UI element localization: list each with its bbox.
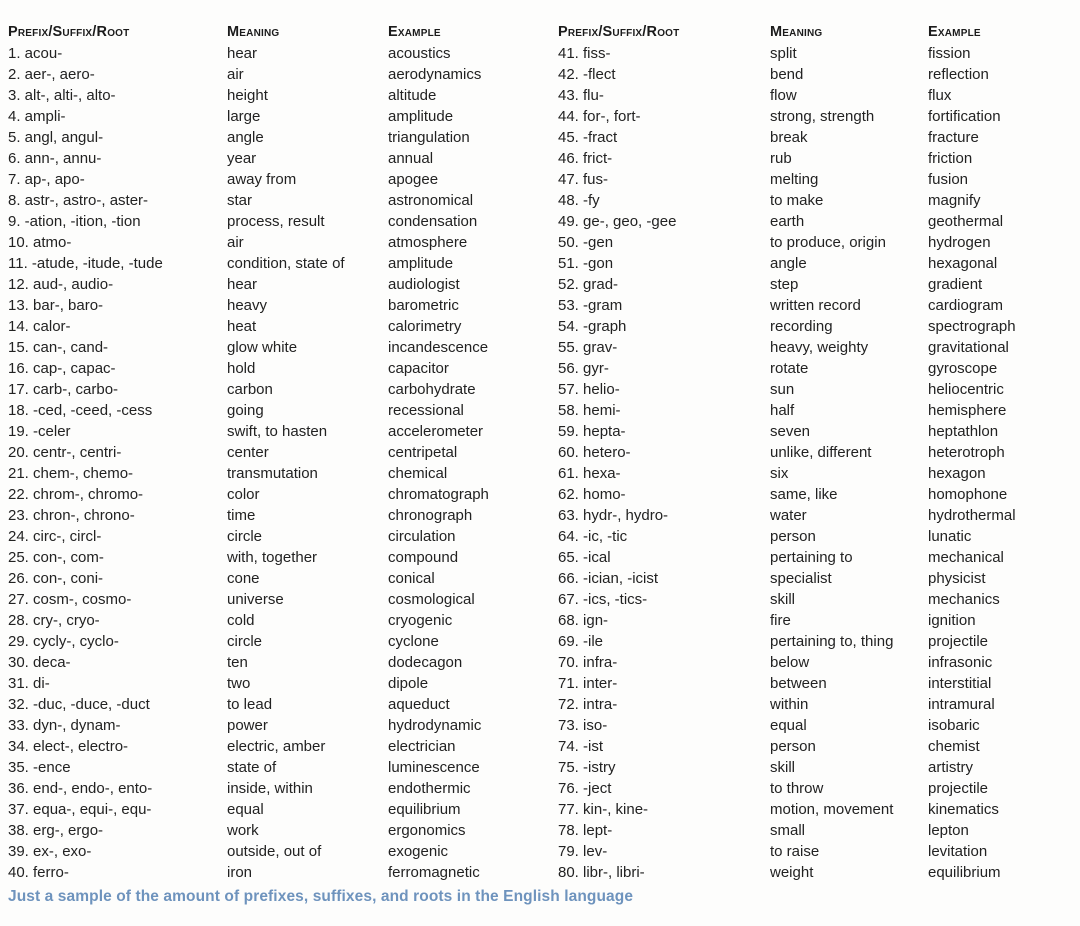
example-cell: chemical	[388, 465, 448, 482]
root-cell: 33. dyn-, dynam-	[8, 717, 121, 734]
example-cell: lunatic	[928, 528, 972, 545]
example-cell: gravitational	[928, 339, 1009, 356]
example-cell: magnify	[928, 192, 981, 209]
example-cell: hemisphere	[928, 402, 1007, 419]
meaning-cell: heavy, weighty	[770, 339, 869, 356]
meaning-cell: to lead	[227, 696, 273, 713]
example-cell: acoustics	[388, 45, 451, 62]
meaning-cell: going	[227, 402, 264, 419]
meaning-cell: flow	[770, 87, 797, 104]
root-cell: 71. inter-	[558, 675, 618, 692]
meaning-cell: hear	[227, 276, 258, 293]
meaning-cell: swift, to hasten	[227, 423, 328, 440]
meaning-cell: recording	[770, 318, 833, 335]
example-cell: astronomical	[388, 192, 474, 209]
example-cell: homophone	[928, 486, 1008, 503]
example-cell: chemist	[928, 738, 980, 755]
root-cell: 75. -istry	[558, 759, 616, 776]
meaning-cell: skill	[770, 591, 795, 608]
meaning-cell: carbon	[227, 381, 273, 398]
example-cell: recessional	[388, 402, 464, 419]
example-cell: mechanical	[928, 549, 1004, 566]
root-cell: 20. centr-, centri-	[8, 444, 122, 461]
example-cell: incandescence	[388, 339, 489, 356]
meaning-cell: to make	[770, 192, 824, 209]
meaning-cell: heat	[227, 318, 257, 335]
example-cell: cryogenic	[388, 612, 453, 629]
example-cell: mechanics	[928, 591, 1000, 608]
root-cell: 64. -ic, -tic	[558, 528, 628, 545]
meaning-cell: color	[227, 486, 260, 503]
example-cell: projectile	[928, 780, 989, 797]
root-cell: 76. -ject	[558, 780, 612, 797]
meaning-cell: water	[770, 507, 807, 524]
root-cell: 51. -gon	[558, 255, 614, 272]
example-cell: hexagon	[928, 465, 986, 482]
root-cell: 40. ferro-	[8, 864, 69, 881]
meaning-cell: cold	[227, 612, 255, 629]
root-cell: 41. fiss-	[558, 45, 611, 62]
meaning-cell: to produce, origin	[770, 234, 886, 251]
meaning-cell: air	[227, 234, 244, 251]
meaning-cell: earth	[770, 213, 805, 230]
root-cell: 70. infra-	[558, 654, 618, 671]
meaning-cell: outside, out of	[227, 843, 322, 860]
meaning-cell: motion, movement	[770, 801, 894, 818]
root-cell: 19. -celer	[8, 423, 71, 440]
root-cell: 28. cry-, cryo-	[8, 612, 100, 629]
root-cell: 60. hetero-	[558, 444, 631, 461]
root-cell: 6. ann-, annu-	[8, 150, 102, 167]
column-header-root: Prefix/Suffix/Root	[8, 24, 130, 40]
example-cell: infrasonic	[928, 654, 993, 671]
example-cell: equilibrium	[928, 864, 1001, 881]
root-cell: 36. end-, endo-, ento-	[8, 780, 153, 797]
root-cell: 25. con-, com-	[8, 549, 104, 566]
root-cell: 45. -fract	[558, 129, 618, 146]
example-cell: hydrothermal	[928, 507, 1016, 524]
meaning-cell: power	[227, 717, 268, 734]
root-cell: 59. hepta-	[558, 423, 626, 440]
root-cell: 57. helio-	[558, 381, 620, 398]
example-cell: apogee	[388, 171, 439, 188]
meaning-cell: inside, within	[227, 780, 313, 797]
example-cell: electrician	[388, 738, 456, 755]
example-cell: accelerometer	[388, 423, 484, 440]
meaning-cell: year	[227, 150, 257, 167]
affix-table-left-grid	[8, 22, 543, 883]
example-cell: hexagonal	[928, 255, 998, 272]
meaning-cell: unlike, different	[770, 444, 872, 461]
example-cell: audiologist	[388, 276, 460, 293]
example-cell: barometric	[388, 297, 459, 314]
root-cell: 47. fus-	[558, 171, 609, 188]
example-cell: triangulation	[388, 129, 470, 146]
meaning-cell: seven	[770, 423, 811, 440]
example-cell: physicist	[928, 570, 986, 587]
root-cell: 74. -ist	[558, 738, 604, 755]
example-cell: equilibrium	[388, 801, 461, 818]
column-header-meaning: Meaning	[770, 24, 823, 40]
root-cell: 39. ex-, exo-	[8, 843, 92, 860]
root-cell: 44. for-, fort-	[558, 108, 641, 125]
meaning-cell: with, together	[227, 549, 318, 566]
root-cell: 63. hydr-, hydro-	[558, 507, 669, 524]
root-cell: 13. bar-, baro-	[8, 297, 104, 314]
example-cell: heterotroph	[928, 444, 1005, 461]
meaning-cell: same, like	[770, 486, 838, 503]
root-cell: 62. homo-	[558, 486, 626, 503]
root-cell: 55. grav-	[558, 339, 618, 356]
example-cell: fission	[928, 45, 971, 62]
meaning-cell: center	[227, 444, 269, 461]
meaning-cell: electric, amber	[227, 738, 326, 755]
example-cell: luminescence	[388, 759, 480, 776]
example-cell: capacitor	[388, 360, 449, 377]
example-cell: heptathlon	[928, 423, 999, 440]
root-cell: 38. erg-, ergo-	[8, 822, 104, 839]
meaning-cell: written record	[770, 297, 861, 314]
root-cell: 24. circ-, circl-	[8, 528, 102, 545]
meaning-cell: melting	[770, 171, 819, 188]
root-cell: 34. elect-, electro-	[8, 738, 129, 755]
affix-table-right	[558, 22, 1078, 883]
root-cell: 69. -ile	[558, 633, 604, 650]
example-cell: conical	[388, 570, 435, 587]
example-cell: intramural	[928, 696, 995, 713]
example-cell: projectile	[928, 633, 989, 650]
root-cell: 48. -fy	[558, 192, 600, 209]
root-cell: 18. -ced, -ceed, -cess	[8, 402, 153, 419]
example-cell: gyroscope	[928, 360, 998, 377]
root-cell: 53. -gram	[558, 297, 623, 314]
meaning-cell: transmutation	[227, 465, 318, 482]
example-cell: friction	[928, 150, 973, 167]
example-cell: reflection	[928, 66, 989, 83]
root-cell: 17. carb-, carbo-	[8, 381, 119, 398]
meaning-cell: time	[227, 507, 256, 524]
meaning-cell: away from	[227, 171, 297, 188]
root-cell: 79. lev-	[558, 843, 608, 860]
meaning-cell: process, result	[227, 213, 325, 230]
example-cell: chromatograph	[388, 486, 489, 503]
example-cell: artistry	[928, 759, 973, 776]
root-cell: 4. ampli-	[8, 108, 66, 125]
example-cell: compound	[388, 549, 459, 566]
root-cell: 7. ap-, apo-	[8, 171, 85, 188]
example-cell: calorimetry	[388, 318, 462, 335]
root-cell: 26. con-, coni-	[8, 570, 104, 587]
example-cell: chronograph	[388, 507, 473, 524]
meaning-cell: cone	[227, 570, 260, 587]
meaning-cell: state of	[227, 759, 277, 776]
root-cell: 31. di-	[8, 675, 50, 692]
root-cell: 11. -atude, -itude, -tude	[8, 255, 163, 272]
root-cell: 78. lept-	[558, 822, 613, 839]
meaning-cell: circle	[227, 633, 263, 650]
root-cell: 49. ge-, geo, -gee	[558, 213, 677, 230]
example-cell: ferromagnetic	[388, 864, 480, 881]
affix-table-right-grid	[558, 22, 1078, 883]
meaning-cell: hear	[227, 45, 258, 62]
column-header-example: Example	[388, 24, 441, 40]
example-cell: dodecagon	[388, 654, 463, 671]
meaning-cell: iron	[227, 864, 253, 881]
meaning-cell: small	[770, 822, 806, 839]
meaning-cell: specialist	[770, 570, 832, 587]
root-cell: 56. gyr-	[558, 360, 609, 377]
root-cell: 73. iso-	[558, 717, 608, 734]
example-cell: cosmological	[388, 591, 475, 608]
root-cell: 67. -ics, -tics-	[558, 591, 648, 608]
meaning-cell: between	[770, 675, 827, 692]
example-cell: spectrograph	[928, 318, 1016, 335]
root-cell: 22. chrom-, chromo-	[8, 486, 144, 503]
meaning-cell: sun	[770, 381, 795, 398]
root-cell: 50. -gen	[558, 234, 614, 251]
example-cell: condensation	[388, 213, 478, 230]
meaning-cell: fire	[770, 612, 791, 629]
example-cell: gradient	[928, 276, 983, 293]
meaning-cell: six	[770, 465, 789, 482]
example-cell: carbohydrate	[388, 381, 476, 398]
root-cell: 58. hemi-	[558, 402, 621, 419]
root-cell: 72. intra-	[558, 696, 618, 713]
root-cell: 8. astr-, astro-, aster-	[8, 192, 149, 209]
meaning-cell: ten	[227, 654, 248, 671]
meaning-cell: split	[770, 45, 797, 62]
root-cell: 52. grad-	[558, 276, 619, 293]
root-cell: 3. alt-, alti-, alto-	[8, 87, 116, 104]
example-cell: fracture	[928, 129, 979, 146]
example-cell: aerodynamics	[388, 66, 482, 83]
root-cell: 68. ign-	[558, 612, 609, 629]
meaning-cell: universe	[227, 591, 284, 608]
example-cell: lepton	[928, 822, 969, 839]
example-cell: atmosphere	[388, 234, 468, 251]
root-cell: 2. aer-, aero-	[8, 66, 95, 83]
root-cell: 21. chem-, chemo-	[8, 465, 134, 482]
meaning-cell: heavy	[227, 297, 268, 314]
meaning-cell: pertaining to, thing	[770, 633, 894, 650]
meaning-cell: bend	[770, 66, 804, 83]
meaning-cell: circle	[227, 528, 263, 545]
meaning-cell: person	[770, 738, 816, 755]
root-cell: 30. deca-	[8, 654, 71, 671]
meaning-cell: glow white	[227, 339, 298, 356]
example-cell: isobaric	[928, 717, 980, 734]
meaning-cell: below	[770, 654, 810, 671]
root-cell: 65. -ical	[558, 549, 611, 566]
meaning-cell: air	[227, 66, 244, 83]
root-cell: 46. frict-	[558, 150, 613, 167]
meaning-cell: work	[227, 822, 259, 839]
example-cell: aqueduct	[388, 696, 450, 713]
meaning-cell: to throw	[770, 780, 824, 797]
example-cell: kinematics	[928, 801, 999, 818]
root-cell: 77. kin-, kine-	[558, 801, 649, 818]
root-cell: 23. chron-, chrono-	[8, 507, 135, 524]
example-cell: endothermic	[388, 780, 471, 797]
meaning-cell: skill	[770, 759, 795, 776]
root-cell: 16. cap-, capac-	[8, 360, 116, 377]
root-cell: 27. cosm-, cosmo-	[8, 591, 132, 608]
meaning-cell: hold	[227, 360, 256, 377]
meaning-cell: to raise	[770, 843, 820, 860]
example-cell: interstitial	[928, 675, 992, 692]
root-cell: 80. libr-, libri-	[558, 864, 645, 881]
example-cell: amplitude	[388, 108, 454, 125]
meaning-cell: half	[770, 402, 795, 419]
example-cell: levitation	[928, 843, 988, 860]
example-cell: annual	[388, 150, 434, 167]
caption: Just a sample of the amount of prefixes, suffixes, and roots in the English language	[8, 888, 634, 905]
example-cell: fusion	[928, 171, 969, 188]
meaning-cell: step	[770, 276, 799, 293]
example-cell: ignition	[928, 612, 976, 629]
meaning-cell: equal	[227, 801, 264, 818]
example-cell: heliocentric	[928, 381, 1004, 398]
meaning-cell: large	[227, 108, 261, 125]
meaning-cell: weight	[770, 864, 814, 881]
meaning-cell: condition, state of	[227, 255, 345, 272]
example-cell: altitude	[388, 87, 437, 104]
meaning-cell: break	[770, 129, 808, 146]
example-cell: dipole	[388, 675, 429, 692]
root-cell: 54. -graph	[558, 318, 627, 335]
root-cell: 32. -duc, -duce, -duct	[8, 696, 150, 713]
meaning-cell: rotate	[770, 360, 809, 377]
meaning-cell: height	[227, 87, 268, 104]
root-cell: 9. -ation, -ition, -tion	[8, 213, 141, 230]
example-cell: hydrodynamic	[388, 717, 482, 734]
affix-table-left	[8, 22, 543, 883]
example-cell: cardiogram	[928, 297, 1004, 314]
root-cell: 29. cycly-, cyclo-	[8, 633, 119, 650]
column-header-root: Prefix/Suffix/Root	[558, 24, 680, 40]
column-header-example: Example	[928, 24, 981, 40]
meaning-cell: person	[770, 528, 816, 545]
meaning-cell: strong, strength	[770, 108, 875, 125]
meaning-cell: two	[227, 675, 251, 692]
example-cell: flux	[928, 87, 952, 104]
root-cell: 15. can-, cand-	[8, 339, 109, 356]
root-cell: 1. acou-	[8, 45, 63, 62]
meaning-cell: equal	[770, 717, 807, 734]
root-cell: 42. -flect	[558, 66, 616, 83]
root-cell: 10. atmo-	[8, 234, 72, 251]
example-cell: centripetal	[388, 444, 458, 461]
example-cell: geothermal	[928, 213, 1004, 230]
root-cell: 35. -ence	[8, 759, 71, 776]
meaning-cell: angle	[227, 129, 264, 146]
root-cell: 43. flu-	[558, 87, 604, 104]
example-cell: fortification	[928, 108, 1001, 125]
meaning-cell: angle	[770, 255, 807, 272]
root-cell: 12. aud-, audio-	[8, 276, 114, 293]
example-cell: exogenic	[388, 843, 449, 860]
meaning-cell: pertaining to	[770, 549, 853, 566]
column-header-meaning: Meaning	[227, 24, 280, 40]
example-cell: cyclone	[388, 633, 439, 650]
root-cell: 61. hexa-	[558, 465, 621, 482]
root-cell: 14. calor-	[8, 318, 71, 335]
meaning-cell: within	[770, 696, 809, 713]
example-cell: hydrogen	[928, 234, 991, 251]
example-cell: ergonomics	[388, 822, 466, 839]
root-cell: 5. angl, angul-	[8, 129, 104, 146]
meaning-cell: rub	[770, 150, 792, 167]
example-cell: circulation	[388, 528, 456, 545]
meaning-cell: star	[227, 192, 253, 209]
root-cell: 37. equa-, equi-, equ-	[8, 801, 152, 818]
root-cell: 66. -ician, -icist	[558, 570, 659, 587]
example-cell: amplitude	[388, 255, 454, 272]
